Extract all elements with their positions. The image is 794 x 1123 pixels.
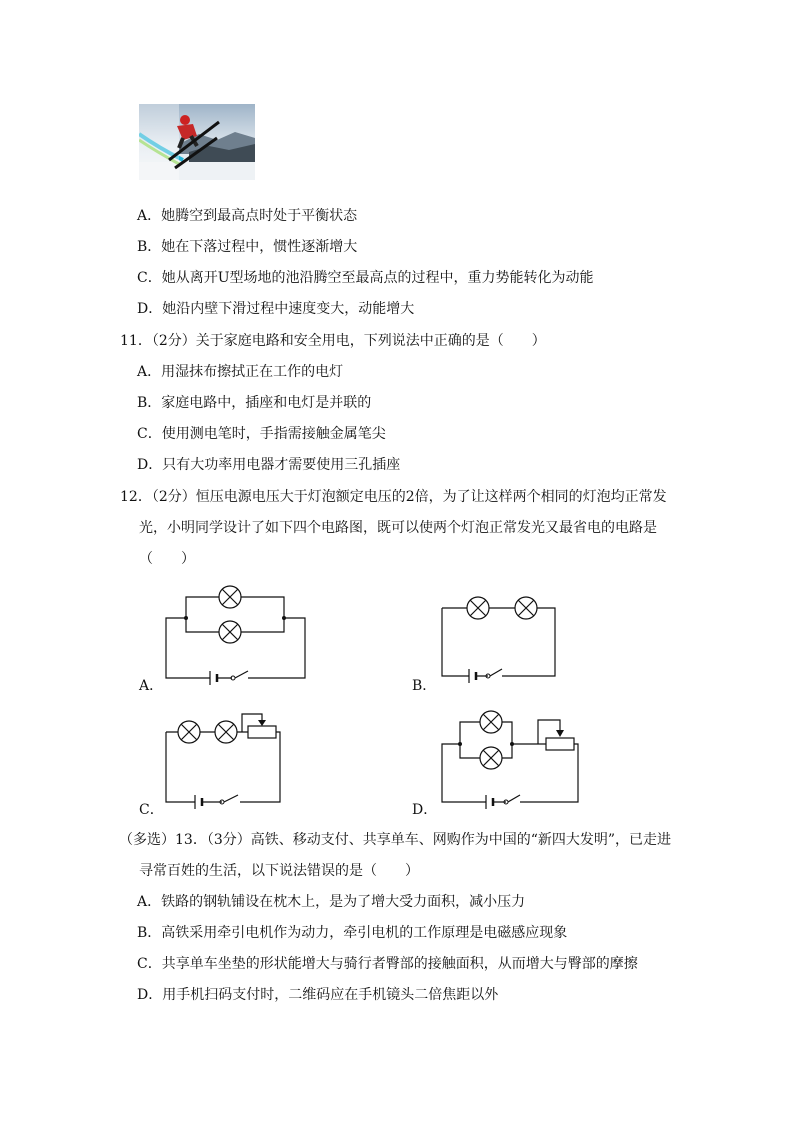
q10-option-d: D．她沿内壁下滑过程中速度变大，动能增大 — [137, 301, 415, 317]
circuit-c-diagram — [160, 712, 290, 812]
skier-photo — [139, 104, 255, 180]
q11-option-b: B．家庭电路中，插座和电灯是并联的 — [137, 395, 372, 411]
q11-option-a: A．用湿抹布擦拭正在工作的电灯 — [137, 364, 344, 380]
circuit-d-label: D． — [412, 802, 438, 818]
circuit-a-diagram — [160, 582, 310, 692]
circuit-a-label: A． — [139, 678, 164, 694]
q11-option-d: D．只有大功率用电器才需要使用三孔插座 — [137, 457, 401, 473]
q10-option-a: A．她腾空到最高点时处于平衡状态 — [137, 208, 358, 224]
q12-stem-line2: 光，小明同学设计了如下四个电路图，既可以使两个灯泡正常发光又最省电的电路是 — [139, 520, 657, 536]
q13-stem-line2: 寻常百姓的生活，以下说法错误的是（ ） — [139, 863, 419, 879]
q13-stem-line1: （多选）13．（3分）高铁、移动支付、共享单车、网购作为中国的“新四大发明”，已走进 — [119, 832, 672, 848]
q11-stem: 11．（2分）关于家庭电路和安全用电，下列说法中正确的是（ ） — [120, 333, 546, 349]
circuit-d-diagram — [436, 706, 586, 812]
q12-stem-line3: （ ） — [139, 551, 195, 567]
q10-option-c: C．她从离开U型场地的池沿腾空至最高点的过程中，重力势能转化为动能 — [137, 270, 594, 286]
q13-option-c: C．共享单车坐垫的形状能增大与骑行者臀部的接触面积，从而增大与臀部的摩擦 — [137, 956, 638, 972]
q13-option-a: A．铁路的钢轨铺设在枕木上，是为了增大受力面积，减小压力 — [137, 894, 526, 910]
circuit-c-label: C． — [139, 802, 164, 818]
q13-option-d: D．用手机扫码支付时，二维码应在手机镜头二倍焦距以外 — [137, 987, 499, 1003]
circuit-b-diagram — [436, 594, 560, 684]
q11-option-c: C．使用测电笔时，手指需接触金属笔尖 — [137, 426, 386, 442]
q12-stem-line1: 12．（2分）恒压电源电压大于灯泡额定电压的2倍，为了让这样两个相同的灯泡均正常发 — [120, 489, 667, 505]
q13-option-b: B．高铁采用牵引电机作为动力，牵引电机的工作原理是电磁感应现象 — [137, 925, 568, 941]
circuit-b-label: B． — [412, 678, 437, 694]
q10-option-b: B．她在下落过程中，惯性逐渐增大 — [137, 239, 358, 255]
